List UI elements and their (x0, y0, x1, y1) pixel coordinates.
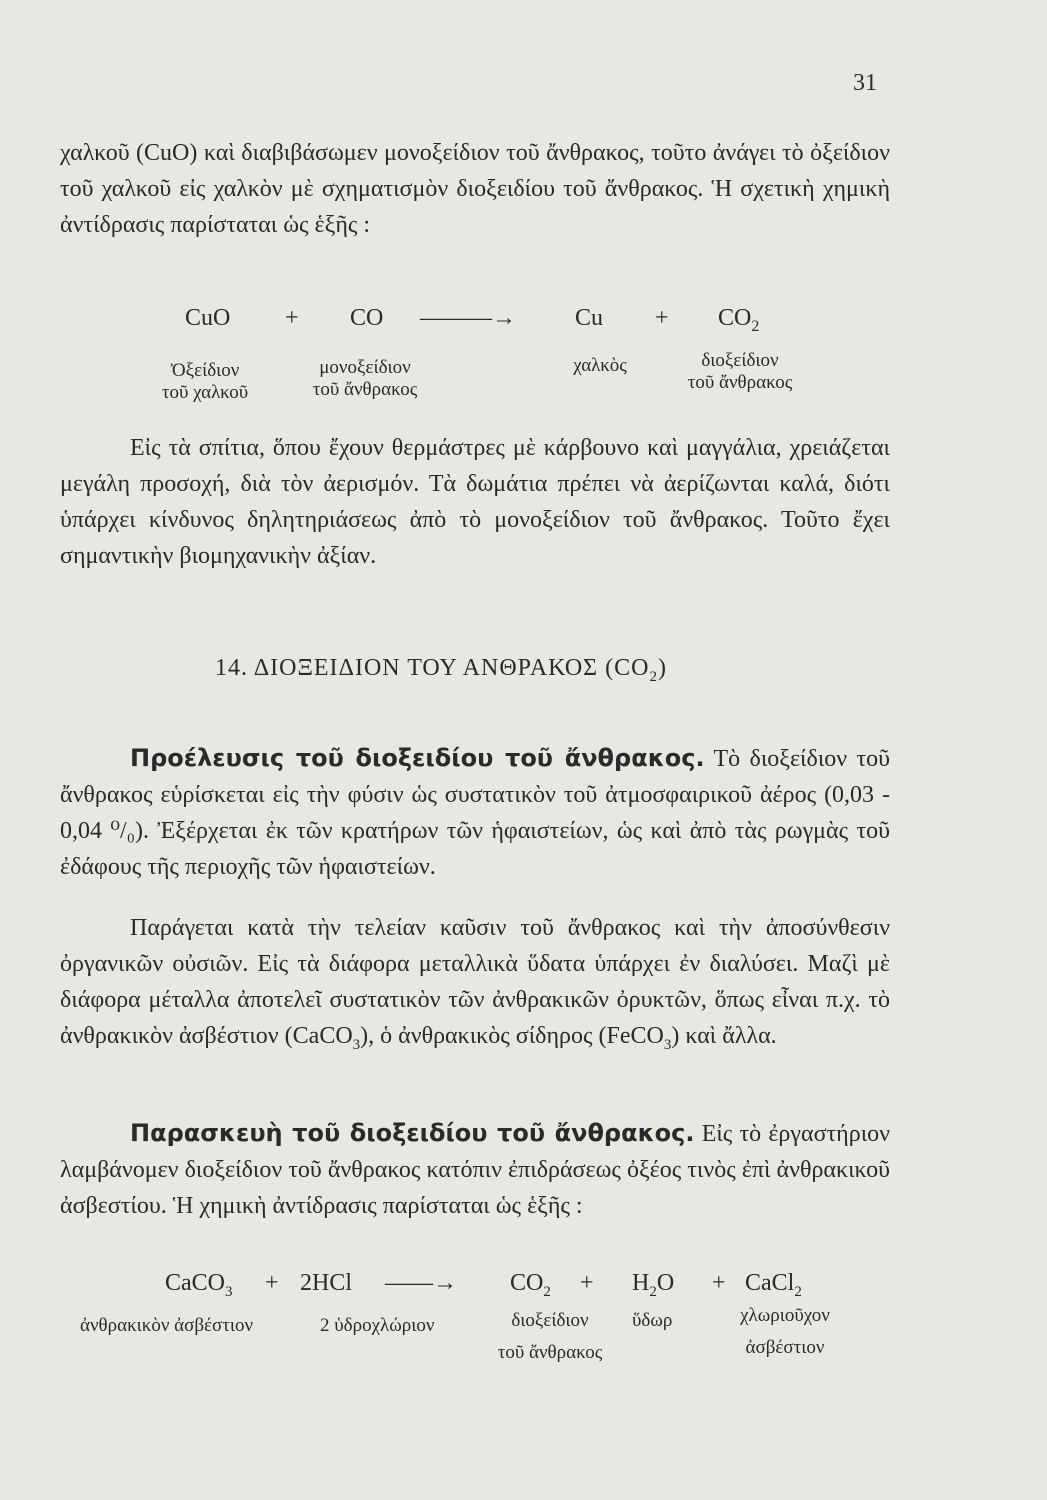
paragraph-origin: Προέλευσις τοῦ διοξειδίου τοῦ ἄνθρακος. Τὸ διοξείδιον τοῦ ἄνθρακος εὑρίσκεται εἰς τὴν φύσιν ὡς συστατικὸν τοῦ ἀτμοσφαιρικοῦ ἀέρος (0,03 - 0,04 ⁰/₀). Ἐξέρχεται ἐκ τῶν κρατήρων τῶν ἡφαιστείων, ὡς καὶ ἀπὸ τὰς ρωγμὰς τοῦ ἐδάφους τῆς περιοχῆς τῶν ἡφαιστείων. (60, 744, 890, 880)
page-number: 31 (853, 70, 877, 96)
formula-h2o: $H_2O$ (632, 1270, 675, 1300)
formula-cu: Cu (575, 305, 604, 331)
label-copper: χαλκὸς (573, 355, 627, 376)
formula-cuo: CuO (185, 305, 231, 331)
label-water: ὕδωρ (632, 1310, 673, 1331)
section-formula: $(CO_2)$ (605, 655, 667, 685)
subheading-preparation: Παρασκευὴ τοῦ διοξειδίου τοῦ ἄνθρακος. (130, 1119, 695, 1147)
formula-caco3: CaCO$_3$ (165, 1270, 233, 1300)
paragraph-preparation: Παρασκευὴ τοῦ διοξειδίου τοῦ ἄνθρακος. Εἰς τὸ ἐργαστήριον λαμβάνομεν διοξείδιον τοῦ ἄνθρακος κατόπιν ἐπιδράσεως ὀξέος τινὸς ἐπὶ ἀνθρακικοῦ ἀσβεστίου. Ἡ χημικὴ ἀντίδρασις παρίσταται ὡς ἑξῆς : (60, 1119, 891, 1219)
paragraph-production: Παράγεται κατὰ τὴν τελείαν καῦσιν τοῦ ἄνθρακος καὶ τὴν ἀποσύνθεσιν ὀργανικῶν οὐσιῶν. Εἰς τὰ διάφορα μεταλλικὰ ὕδατα ὑπάρχει ἐν διαλύσει. Μαζὶ μὲ διάφορα μέταλλα ἀποτελεῖ συστατικὸν τῶν ἀνθρακικῶν ὀρυκτῶν, ὅπως εἶναι π.χ. τὸ ἀνθρακικὸν ἀσβέστιον (CaCO$_3$), ὁ ἀνθρακικὸς σίδηρος (FeCO$_3$) καὶ ἄλλα. (60, 915, 890, 1053)
label-calcium-chloride: χλωριοῦχον ἀσβέστιον (740, 1305, 830, 1358)
label-carbon-dioxide: διοξείδιον τοῦ ἄνθρακος (687, 350, 793, 393)
paragraph-ventilation: Εἰς τὰ σπίτια, ὅπου ἔχουν θερμάστρες μὲ κάρβουνο καὶ μαγγάλια, χρειάζεται μεγάλη προσοχή, διὰ τὸν ἀερισμόν. Τὰ δωμάτια πρέπει νὰ ἀερίζωνται καλά, διότι ὑπάρχει κίνδυνος δηλητηριάσεως ἀπὸ τὸ μονοξείδιον τοῦ ἄνθρακος. Τοῦτο ἔχει σημαντικὴν βιομηχανικὴν ἀξίαν. (60, 435, 890, 569)
section-title: ΔΙΟΞΕΙΔΙΟΝ ΤΟΥ ΑΝΘΡΑΚΟΣ (253, 655, 599, 681)
label-carbon-monoxide: μονοξείδιον τοῦ ἄνθρακος (312, 357, 418, 400)
plus-sign: + (712, 1270, 726, 1296)
formula-co2: $CO_2$ (718, 305, 760, 335)
formula-co2: $CO_2$ (510, 1270, 551, 1300)
paragraph-intro: χαλκοῦ (CuO) καὶ διαβιβάσωμεν μονοξείδιον τοῦ ἄνθρακος, τοῦτο ἀνάγει τὸ ὀξείδιον τοῦ χαλκοῦ εἰς χαλκὸν μὲ σχηματισμὸν διοξειδίου τοῦ ἄνθρακος. Ἡ σχετικὴ χημικὴ ἀντίδρασις παρίσταται ὡς ἑξῆς : (60, 140, 890, 238)
reaction-arrow: ——→ (385, 1270, 457, 1296)
section-number: 14. (215, 655, 248, 681)
subheading-origin: Προέλευσις τοῦ διοξειδίου τοῦ ἄνθρακος. (130, 744, 705, 772)
label-carbon-dioxide: διοξείδιον τοῦ ἄνθρακος (497, 1310, 603, 1363)
label-copper-oxide: Ὀξείδιον τοῦ χαλκοῦ (161, 360, 249, 403)
formula-hcl: 2HCl (300, 1270, 353, 1296)
label-calcium-carbonate: ἀνθρακικὸν ἀσβέστιον (80, 1315, 254, 1336)
plus-sign: + (285, 305, 299, 331)
plus-sign: + (265, 1270, 279, 1296)
reaction-arrow: ———→ (420, 305, 516, 331)
section-heading (215, 655, 667, 686)
plus-sign: + (580, 1270, 594, 1296)
formula-cacl2: CaCl$_2$ (745, 1270, 802, 1300)
label-hydrochloric: 2 ὑδροχλώριον (320, 1315, 435, 1336)
plus-sign: + (655, 305, 669, 331)
formula-co: CO (350, 305, 384, 331)
